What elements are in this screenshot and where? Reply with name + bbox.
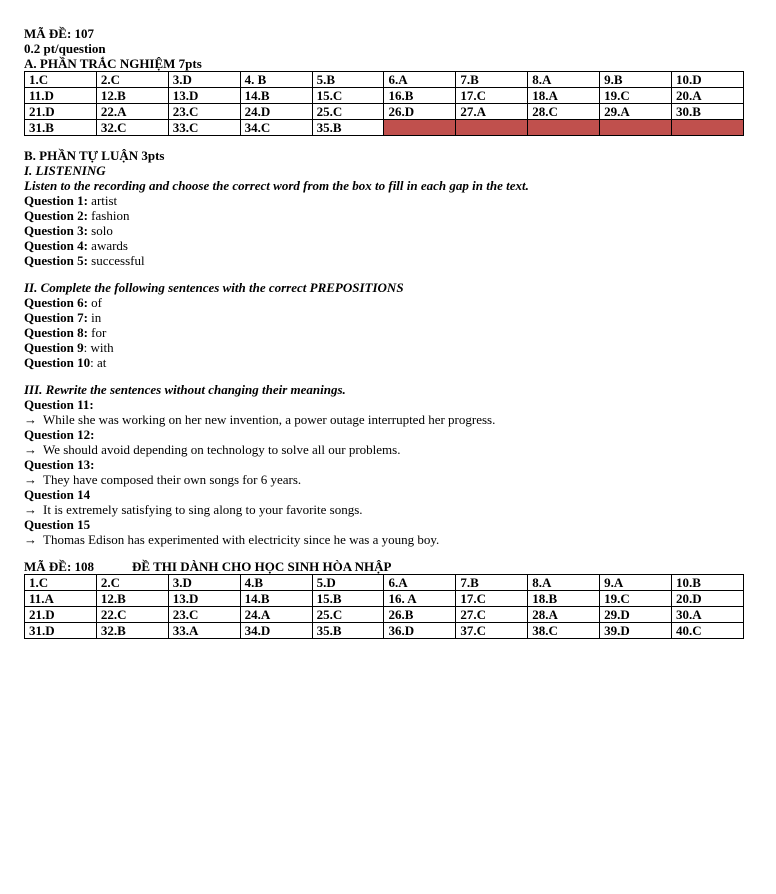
answer-cell: 1.C — [25, 72, 97, 88]
question-label: Question 2: — [24, 208, 88, 223]
answer-cell: 12.B — [96, 88, 168, 104]
answer-cell: 17.C — [456, 88, 528, 104]
answer-cell: 10.D — [672, 72, 744, 88]
rewrite-answer-line — [24, 472, 754, 487]
answer-cell: 24.D — [240, 104, 312, 120]
answer-cell: 8.A — [528, 575, 600, 591]
answer-cell: 19.C — [600, 88, 672, 104]
answer-cell: 14.B — [240, 88, 312, 104]
answer-row — [25, 607, 744, 623]
answer-value: artist — [87, 193, 118, 208]
answer-line — [24, 208, 754, 223]
answer-cell: 2.C — [96, 575, 168, 591]
answer-cell: 25.C — [312, 607, 384, 623]
answer-cell: 27.A — [456, 104, 528, 120]
arrow-icon: → — [24, 532, 37, 547]
answer-cell: 14.B — [240, 591, 312, 607]
answer-cell: 33.C — [168, 120, 240, 136]
question-label: Question 10 — [24, 355, 91, 370]
answer-cell: 29.D — [600, 607, 672, 623]
answer-cell: 7.B — [456, 575, 528, 591]
answer-line — [24, 223, 754, 238]
question-label: Question 7: — [24, 310, 88, 325]
question-label: Question 14 — [24, 487, 91, 502]
rewrite-answer-line — [24, 502, 754, 517]
answer-cell: 31.B — [25, 120, 97, 136]
listening-answers — [24, 193, 754, 268]
answer-value: successful — [87, 253, 145, 268]
answer-cell: 30.B — [672, 104, 744, 120]
rewrite-answers — [24, 397, 754, 547]
answer-cell: 35.B — [312, 623, 384, 639]
answer-cell: 34.D — [240, 623, 312, 639]
question-label: Question 13: — [24, 457, 95, 472]
answer-table-107 — [24, 71, 744, 136]
answer-cell: 32.B — [96, 623, 168, 639]
answer-cell: 28.A — [528, 607, 600, 623]
answer-cell: 19.C — [600, 591, 672, 607]
answer-cell: 17.C — [456, 591, 528, 607]
answer-cell: 23.C — [168, 104, 240, 120]
answer-row — [25, 623, 744, 639]
answer-cell: 16. A — [384, 591, 456, 607]
question-label: Question 12: — [24, 427, 95, 442]
answer-cell: 8.A — [528, 72, 600, 88]
answer-cell: 25.C — [312, 104, 384, 120]
answer-cell: 21.D — [25, 104, 97, 120]
exam-code-107: MÃ ĐỀ: 107 — [24, 26, 95, 41]
answer-cell: 15.B — [312, 591, 384, 607]
rewrite-title: III. Rewrite the sentences without changing their meanings. — [24, 382, 346, 397]
answer-cell — [528, 120, 600, 136]
answer-cell: 21.D — [25, 607, 97, 623]
answer-value: for — [87, 325, 107, 340]
answer-cell: 3.D — [168, 575, 240, 591]
answer-cell: 28.C — [528, 104, 600, 120]
answer-cell: 11.A — [25, 591, 97, 607]
answer-cell: 34.C — [240, 120, 312, 136]
answer-line — [24, 310, 754, 325]
rewritten-sentence: Thomas Edison has experimented with electricity since he was a young boy. — [43, 532, 440, 547]
answer-cell — [384, 120, 456, 136]
answer-row — [25, 72, 744, 88]
answer-row — [25, 120, 744, 136]
answer-cell: 22.C — [96, 607, 168, 623]
answer-cell: 18.A — [528, 88, 600, 104]
question-label: Question 11: — [24, 397, 94, 412]
answer-row — [25, 591, 744, 607]
answer-value: in — [87, 310, 102, 325]
question-label: Question 6: — [24, 295, 88, 310]
exam-code-108: MÃ ĐỀ: 108 — [24, 559, 95, 574]
answer-key-page — [24, 26, 754, 639]
exam-108-subtitle: ĐỀ THI DÀNH CHO HỌC SINH HÒA NHẬP — [132, 559, 392, 574]
question-label: Question 15 — [24, 517, 91, 532]
answer-cell: 11.D — [25, 88, 97, 104]
answer-cell: 12.B — [96, 591, 168, 607]
answer-line — [24, 253, 754, 268]
answer-cell: 10.B — [672, 575, 744, 591]
answer-row — [25, 575, 744, 591]
answer-cell — [600, 120, 672, 136]
answer-cell: 13.D — [168, 591, 240, 607]
answer-cell: 16.B — [384, 88, 456, 104]
answer-cell: 7.B — [456, 72, 528, 88]
answer-cell: 38.C — [528, 623, 600, 639]
answer-table-108 — [24, 574, 744, 639]
points-per-question: 0.2 pt/question — [24, 41, 106, 56]
answer-cell: 18.B — [528, 591, 600, 607]
listening-instruction: Listen to the recording and choose the correct word from the box to fill in each gap in the text. — [24, 178, 529, 193]
answer-cell: 23.C — [168, 607, 240, 623]
answer-value: of — [87, 295, 103, 310]
answer-cell: 31.D — [25, 623, 97, 639]
answer-cell: 26.D — [384, 104, 456, 120]
answer-cell: 5.B — [312, 72, 384, 88]
arrow-icon: → — [24, 412, 37, 427]
answer-line — [24, 340, 754, 355]
section-a-title: A. PHẦN TRẮC NGHIỆM 7pts — [24, 56, 202, 71]
answer-cell: 30.A — [672, 607, 744, 623]
answer-line — [24, 238, 754, 253]
answer-cell: 20.D — [672, 591, 744, 607]
rewrite-answer-line — [24, 442, 754, 457]
rewritten-sentence: While she was working on her new invention, a power outage interrupted her progress. — [43, 412, 496, 427]
answer-cell: 24.A — [240, 607, 312, 623]
rewritten-sentence: It is extremely satisfying to sing along to your favorite songs. — [43, 502, 363, 517]
answer-cell: 33.A — [168, 623, 240, 639]
answer-line — [24, 325, 754, 340]
answer-value: : at — [90, 355, 107, 370]
answer-cell: 22.A — [96, 104, 168, 120]
answer-cell: 1.C — [25, 575, 97, 591]
arrow-icon: → — [24, 442, 37, 457]
answer-cell: 2.C — [96, 72, 168, 88]
answer-cell: 37.C — [456, 623, 528, 639]
answer-cell: 32.C — [96, 120, 168, 136]
rewritten-sentence: They have composed their own songs for 6 years. — [43, 472, 302, 487]
answer-value: awards — [87, 238, 128, 253]
question-label: Question 4: — [24, 238, 88, 253]
answer-cell: 9.B — [600, 72, 672, 88]
answer-cell: 3.D — [168, 72, 240, 88]
answer-value: : with — [83, 340, 114, 355]
answer-cell — [672, 120, 744, 136]
listening-title: I. LISTENING — [24, 163, 106, 178]
preposition-answers — [24, 295, 754, 370]
rewritten-sentence: We should avoid depending on technology to solve all our problems. — [43, 442, 401, 457]
answer-line — [24, 355, 754, 370]
answer-cell: 35.B — [312, 120, 384, 136]
answer-cell: 27.C — [456, 607, 528, 623]
answer-value: solo — [87, 223, 113, 238]
answer-cell: 15.C — [312, 88, 384, 104]
question-label: Question 8: — [24, 325, 88, 340]
answer-cell: 29.A — [600, 104, 672, 120]
answer-cell: 36.D — [384, 623, 456, 639]
question-label: Question 9 — [24, 340, 84, 355]
question-label: Question 1: — [24, 193, 88, 208]
exam-108-header — [24, 559, 754, 574]
answer-row — [25, 104, 744, 120]
arrow-icon: → — [24, 502, 37, 517]
answer-cell: 9.A — [600, 575, 672, 591]
answer-cell: 4.B — [240, 575, 312, 591]
answer-cell: 40.C — [672, 623, 744, 639]
answer-cell: 6.A — [384, 72, 456, 88]
answer-cell: 20.A — [672, 88, 744, 104]
arrow-icon: → — [24, 472, 37, 487]
rewrite-answer-line — [24, 532, 754, 547]
answer-cell: 6.A — [384, 575, 456, 591]
answer-cell: 26.B — [384, 607, 456, 623]
question-label: Question 5: — [24, 253, 88, 268]
prepositions-title: II. Complete the following sentences with the correct PREPOSITIONS — [24, 280, 404, 295]
answer-cell — [456, 120, 528, 136]
rewrite-answer-line — [24, 412, 754, 427]
answer-cell: 4. B — [240, 72, 312, 88]
answer-cell: 13.D — [168, 88, 240, 104]
answer-cell: 5.D — [312, 575, 384, 591]
answer-line — [24, 193, 754, 208]
answer-row — [25, 88, 744, 104]
answer-value: fashion — [87, 208, 130, 223]
answer-cell: 39.D — [600, 623, 672, 639]
answer-line — [24, 295, 754, 310]
question-label: Question 3: — [24, 223, 88, 238]
section-b-title: B. PHẦN TỰ LUẬN 3pts — [24, 148, 165, 163]
